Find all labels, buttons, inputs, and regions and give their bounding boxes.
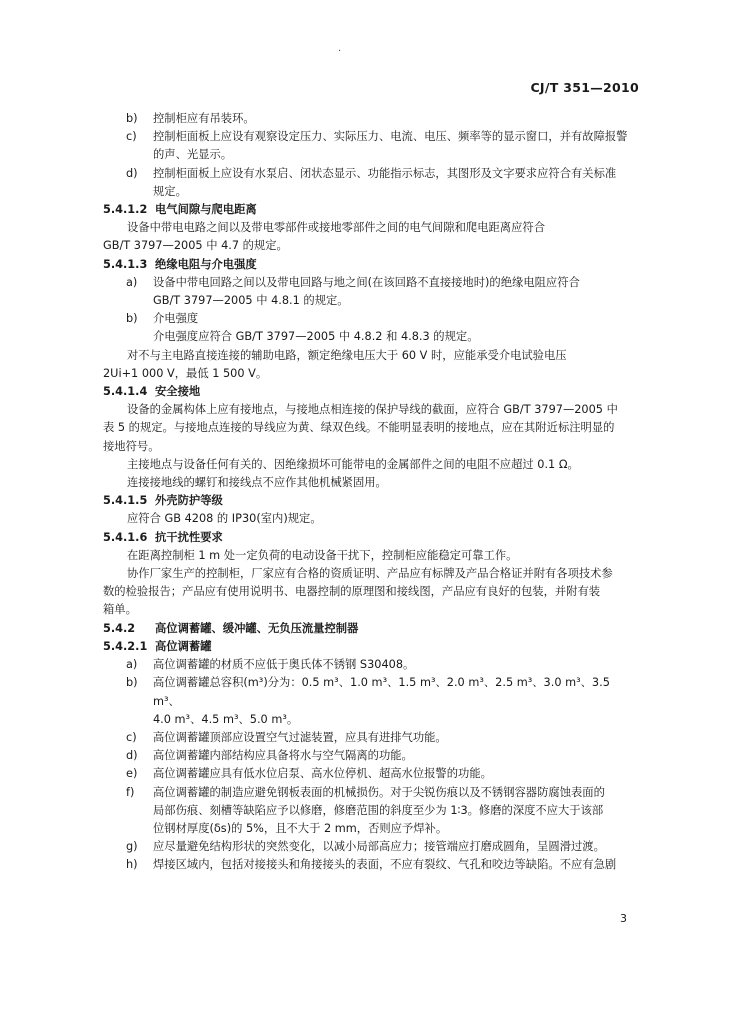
list-label: e) xyxy=(126,767,138,781)
list-text: 控制柜面板上应设有水泵启、闭状态显示、功能指示标志，其图形及文字要求应符合有关标准 xyxy=(153,166,617,180)
list-label: a) xyxy=(126,658,138,672)
section-title: 安全接地 xyxy=(155,385,201,399)
list-item xyxy=(103,765,633,783)
section-number: 5.4.1.3 xyxy=(103,257,148,271)
paragraph-continued: GB/T 3797—2005 中 4.7 的规定。 xyxy=(103,239,288,253)
paragraph: 应符合 GB 4208 的 IP30(室内)规定。 xyxy=(127,512,322,526)
list-item xyxy=(103,747,633,765)
section-heading xyxy=(103,383,633,401)
list-label: d) xyxy=(126,749,138,763)
list-text-continued: 的声、光显示。 xyxy=(153,148,233,162)
list-label: b) xyxy=(126,676,138,690)
section-title: 绝缘电阻与介电强度 xyxy=(155,257,257,271)
document-body xyxy=(103,110,633,875)
section-number: 5.4.1.2 xyxy=(103,203,148,217)
list-text-continued: 规定。 xyxy=(153,184,187,198)
section-number: 5.4.1.5 xyxy=(103,494,148,508)
list-item xyxy=(103,128,633,146)
page-number: 3 xyxy=(620,912,627,925)
list-item xyxy=(103,274,633,292)
section-title: 抗干扰性要求 xyxy=(155,530,223,544)
scan-mark: · xyxy=(338,46,342,57)
list-text-continued: 介电强度应符合 GB/T 3797—2005 中 4.8.2 和 4.8.3 的规定。 xyxy=(153,330,479,344)
list-item xyxy=(103,165,633,183)
list-label: f) xyxy=(126,785,135,799)
list-label: d) xyxy=(126,166,138,180)
list-text: 控制柜应有吊装环。 xyxy=(153,112,255,125)
paragraph: 在距离控制柜 1 m 处一定负荷的电动设备干扰下，控制柜应能稳定可靠工作。 xyxy=(127,548,518,562)
section-number: 5.4.1.4 xyxy=(103,385,148,399)
list-text-continued: 位钢材厚度(δs)的 5%，且不大于 2 mm，否则应予焊补。 xyxy=(153,821,448,835)
paragraph-continued: 数的检验报告；产品应有使用说明书、电器控制的原理图和接线图，产品应有良好的包装，并附有装 xyxy=(103,585,601,599)
list-item xyxy=(103,310,633,328)
paragraph: 设备的金属构体上应有接地点，与接地点相连接的保护导线的截面，应符合 GB/T 3797—2005 中 xyxy=(127,403,618,417)
section-heading xyxy=(103,201,633,219)
list-label: h) xyxy=(126,858,138,872)
list-item xyxy=(103,110,633,128)
section-title: 高位调蓄罐 xyxy=(155,639,212,653)
list-text-continued: 4.0 m³、4.5 m³、5.0 m³。 xyxy=(153,712,299,726)
list-text-continued: 局部伤痕、刻槽等缺陷应予以修磨，修磨范围的斜度至少为 1∶3。修磨的深度不应大于该部 xyxy=(153,803,604,817)
list-label: b) xyxy=(126,112,138,125)
list-item xyxy=(103,784,633,802)
list-text: 介电强度 xyxy=(153,312,199,326)
list-label: c) xyxy=(126,130,137,144)
paragraph: 对不与主电路直接连接的辅助电路，额定绝缘电压大于 60 V 时，应能承受介电试验电压 xyxy=(127,348,567,362)
paragraph-continued: 箱单。 xyxy=(103,603,137,617)
paragraph-continued: 表 5 的规定。与接地点连接的导线应为黄、绿双色线。不能明显表明的接地点，应在其附近标注明显的 xyxy=(103,421,615,435)
list-text: 高位调蓄罐的制造应避免钢板表面的机械损伤。对于尖锐伤痕以及不锈钢容器防腐蚀表面的 xyxy=(153,785,605,799)
list-text: 设备中带电回路之间以及带电回路与地之间(在该回路不直接接地时)的绝缘电阻应符合 xyxy=(153,275,580,289)
list-text: 高位调蓄罐总容积(m³)分为：0.5 m³、1.0 m³、1.5 m³、2.0 m³、2.5 m³、3.0 m³、3.5 m³、 xyxy=(153,676,610,708)
list-text: 高位调蓄罐应具有低水位启泵、高水位停机、超高水位报警的功能。 xyxy=(153,767,492,781)
paragraph: 连接接地线的螺钉和接线点不应作其他机械紧固用。 xyxy=(127,476,387,490)
list-text: 应尽量避免结构形状的突然变化，以减小局部高应力；接管端应打磨成圆角，呈圆滑过渡。 xyxy=(153,840,605,854)
section-heading xyxy=(103,529,633,547)
section-number: 5.4.2.1 xyxy=(103,639,148,653)
list-label: g) xyxy=(126,840,138,854)
paragraph-continued: 接地符号。 xyxy=(103,439,160,453)
list-label: b) xyxy=(126,312,138,326)
list-text: 高位调蓄罐内部结构应具备将水与空气隔离的功能。 xyxy=(153,749,413,763)
section-heading xyxy=(103,256,633,274)
list-text: 高位调蓄罐的材质不应低于奥氏体不锈钢 S30408。 xyxy=(153,658,415,672)
list-item xyxy=(103,838,633,856)
section-title: 高位调蓄罐、缓冲罐、无负压流量控制器 xyxy=(155,621,359,635)
paragraph: 设备中带电电路之间以及带电零部件或接地零部件之间的电气间隙和爬电距离应符合 xyxy=(127,221,545,235)
list-text: 高位调蓄罐顶部应设置空气过滤装置，应具有进排气功能。 xyxy=(153,730,447,744)
paragraph: 主接地点与设备任何有关的、因绝缘损坏可能带电的金属部件之间的电阻不应超过 0.1 Ω。 xyxy=(127,457,579,471)
list-text: 焊接区域内，包括对接接头和角接接头的表面，不应有裂纹、气孔和咬边等缺陷。不应有急剧 xyxy=(153,858,617,872)
paragraph-continued: 2Ui+1 000 V，最低 1 500 V。 xyxy=(103,366,268,380)
section-number: 5.4.2 xyxy=(103,621,136,635)
section-number: 5.4.1.6 xyxy=(103,530,148,544)
section-title: 电气间隙与爬电距离 xyxy=(155,203,257,217)
list-item xyxy=(103,674,633,710)
list-text: 控制柜面板上应设有观察设定压力、实际压力、电流、电压、频率等的显示窗口，并有故障报警 xyxy=(153,130,628,144)
list-label: c) xyxy=(126,730,137,744)
section-heading xyxy=(103,638,633,656)
paragraph: 协作厂家生产的控制柜，厂家应有合格的资质证明、产品应有标牌及产品合格证并附有各项技术参 xyxy=(127,567,613,581)
list-item xyxy=(103,856,633,874)
section-heading xyxy=(103,620,633,638)
section-title: 外壳防护等级 xyxy=(155,494,223,508)
list-item xyxy=(103,656,633,674)
list-text-continued: GB/T 3797—2005 中 4.8.1 的规定。 xyxy=(153,294,349,308)
list-item xyxy=(103,729,633,747)
section-heading xyxy=(103,492,633,510)
standard-number: CJ/T 351—2010 xyxy=(530,80,639,95)
list-label: a) xyxy=(126,275,138,289)
